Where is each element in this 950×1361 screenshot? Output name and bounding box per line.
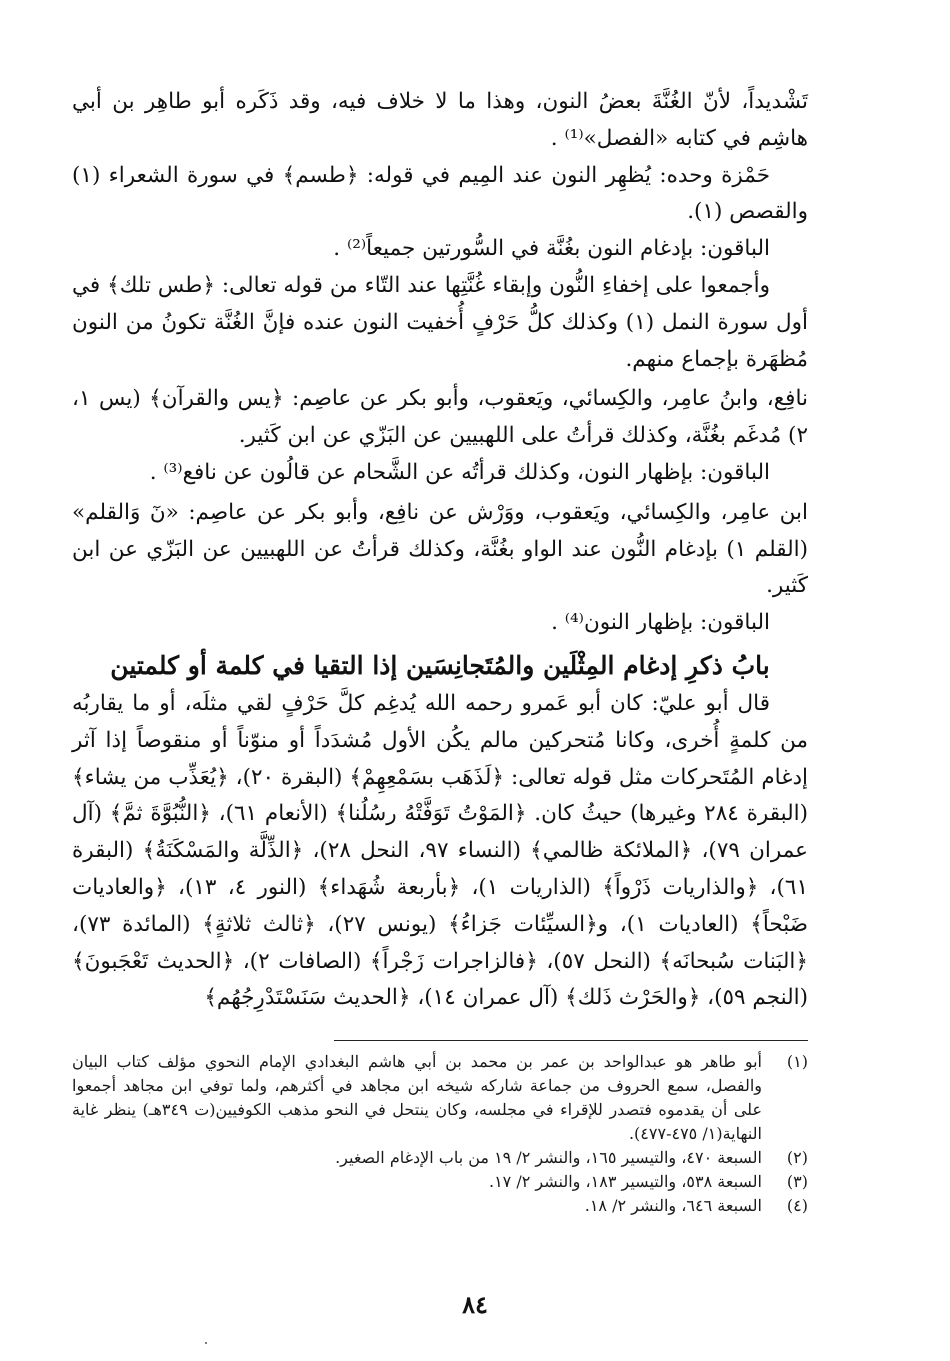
footnote-1 xyxy=(72,1050,808,1146)
paragraph-2: حَمْزة وحده: يُظهِر النون عند المِيم في قوله: ﴿طسم﴾ في سورة الشعراء (١) والقصص (١). xyxy=(72,162,808,225)
paragraph-4: وأجمعوا على إخفاءِ النُّون وإبقاء غُنَّتِها عند التّاء من قوله تعالى: ﴿طس تلك﴾ في أول سورة النمل (١) وكذلك كلُّ حَرْفٍ أُخفيت النون عنده فإنَّ الغُنَّة تكونُ من النون مُظهَرة بإجماع منهم. xyxy=(72,272,808,372)
footnote-2 xyxy=(72,1146,808,1170)
footnote-text: السبعة ٥٣٨، والتيسير ١٨٣، والنشر ٢/ ١٧. xyxy=(488,1172,762,1191)
footnote-text: السبعة ٤٧٠، والتيسير ١٦٥، والنشر ٢/ ١٩ من باب الإدغام الصغير. xyxy=(335,1148,762,1167)
footnote-3 xyxy=(72,1170,808,1194)
paragraph-3: الباقون: بإدغام النون بغُنَّة في السُّورتين جميعاً⁽²⁾ . xyxy=(333,236,770,262)
footnote-text: أبو طاهر هو عبدالواحد بن عمر بن محمد بن أبي هاشم البغدادي الإمام النحوي مؤلف كتاب البيان والفصل، سمع الحروف من جماعة شاركه شيخه ابن مجاهد في أكثرهم، ولما توفي ابن مجاهد أجمعوا على أن يقدموه فتصدر للإقراء في مجلسه، وكان ينتحل في النحو مذهب الكوفيين(ت ٣٤٩هـ) ينظر غاية النهاية(١/ ٤٧٥-٤٧٧). xyxy=(72,1052,762,1143)
paragraph-7: ابن عامِر، والكِسائي، ويَعقوب، ووَرْش عن نافِع، وأبو بكر عن عاصِم: «نٓ وَالقلم» (القلم ١) بإدغام النُّون عند الواو بغُنَّة، وكذلك قرأتُ عن اللهبيين عن البَزّي عن ابن كَثير. xyxy=(72,499,808,599)
footnotes xyxy=(72,1050,808,1218)
footnote-number: (٤) xyxy=(786,1196,808,1215)
footnote-4 xyxy=(72,1194,808,1218)
footnote-divider xyxy=(334,1040,808,1041)
paragraph-8: الباقون: بإظهار النون⁽⁴⁾ . xyxy=(551,610,770,636)
section-heading: بابُ ذكرِ إدغام المِثْلَين والمُتَجانِسَين إذا التقيا في كلمة أو كلمتين xyxy=(110,650,770,680)
footnote-number: (١) xyxy=(786,1052,808,1071)
paragraph-after-heading: قال أبو عليّ: كان أبو عَمرو رحمه الله يُدغِم كلَّ حَرْفٍ لقي مثلَه، أو ما يقاربُه من كلمةٍ أُخرى، وكانا مُتحركين مالم يكُن الأول مُشدَداً أو منوّناً أو منقوصاً إذا آثر إدغام المُتَحركات مثل قوله تعالى: ﴿لَذَهَب بسَمْعِهِمْ﴾ (البقرة ٢٠)، ﴿يُعَذِّب من يشاء﴾ (البقرة ٢٨٤ وغيرها) حيثُ كان. ﴿المَوْتُ تَوَفَّتْهُ رسُلُنا﴾ (الأنعام ٦١)، ﴿النُّبُوَّةَ ثمَّ﴾ (آل عمران ٧٩)، ﴿الملائكة ظالمي﴾ (النساء ٩٧، النحل ٢٨)، ﴿الذِّلَّة والمَسْكَنَةُ﴾ (البقرة ٦١)، ﴿والذاريات ذَرْواً﴾ (الذاريات ١)، ﴿بأربعة شُهَداء﴾ (النور ٤، ١٣)، ﴿والعاديات ضَبْحاً﴾ (العاديات ١)، و﴿السيِّئات جَزاءُ﴾ (يونس ٢٧)، ﴿ثالث ثلاثةٍ﴾ (المائدة ٧٣)، ﴿البَنات سُبحانَه﴾ (النحل ٥٧)، ﴿فالزاجرات زَجْراً﴾ (الصافات ٢)، ﴿الحديث تَعْجَبونَ﴾ (النجم ٥٩)، ﴿والحَرْث ذَلك﴾ (آل عمران ١٤)، ﴿الحديث سَنَسْتَدْرِجُهُم﴾ xyxy=(72,690,809,1011)
paragraph-1: تَشْديداً، لأنّ الغُنَّةَ بعضُ النون، وهذا ما لا خلاف فيه، وقد ذَكَره أبو طاهِر بن أبي هاشِم في كتابه «الفصل»⁽¹⁾ . xyxy=(72,89,808,151)
paragraph-6: الباقون: بإظهار النون، وكذلك قرأتُه عن الشَّحام عن قالُون عن نافع⁽³⁾ . xyxy=(149,459,770,485)
footnote-number: (٣) xyxy=(786,1172,808,1191)
footnote-text: السبعة ٦٤٦، والنشر ٢/ ١٨. xyxy=(584,1196,762,1215)
scan-dust-mark xyxy=(205,1342,207,1344)
page-number: ٨٤ xyxy=(462,1290,488,1319)
main-text xyxy=(72,84,808,1017)
paragraph-5: نافِع، وابنُ عامِر، والكِسائي، ويَعقوب، وأبو بكر عن عاصِم: ﴿يس والقرآن﴾ (يس ١، ٢) مُدغَم بغُنَّة، وكذلك قرأتُ على اللهبيين عن البَزّي عن ابن كَثير. xyxy=(72,386,808,449)
footnote-number: (٢) xyxy=(786,1148,808,1167)
